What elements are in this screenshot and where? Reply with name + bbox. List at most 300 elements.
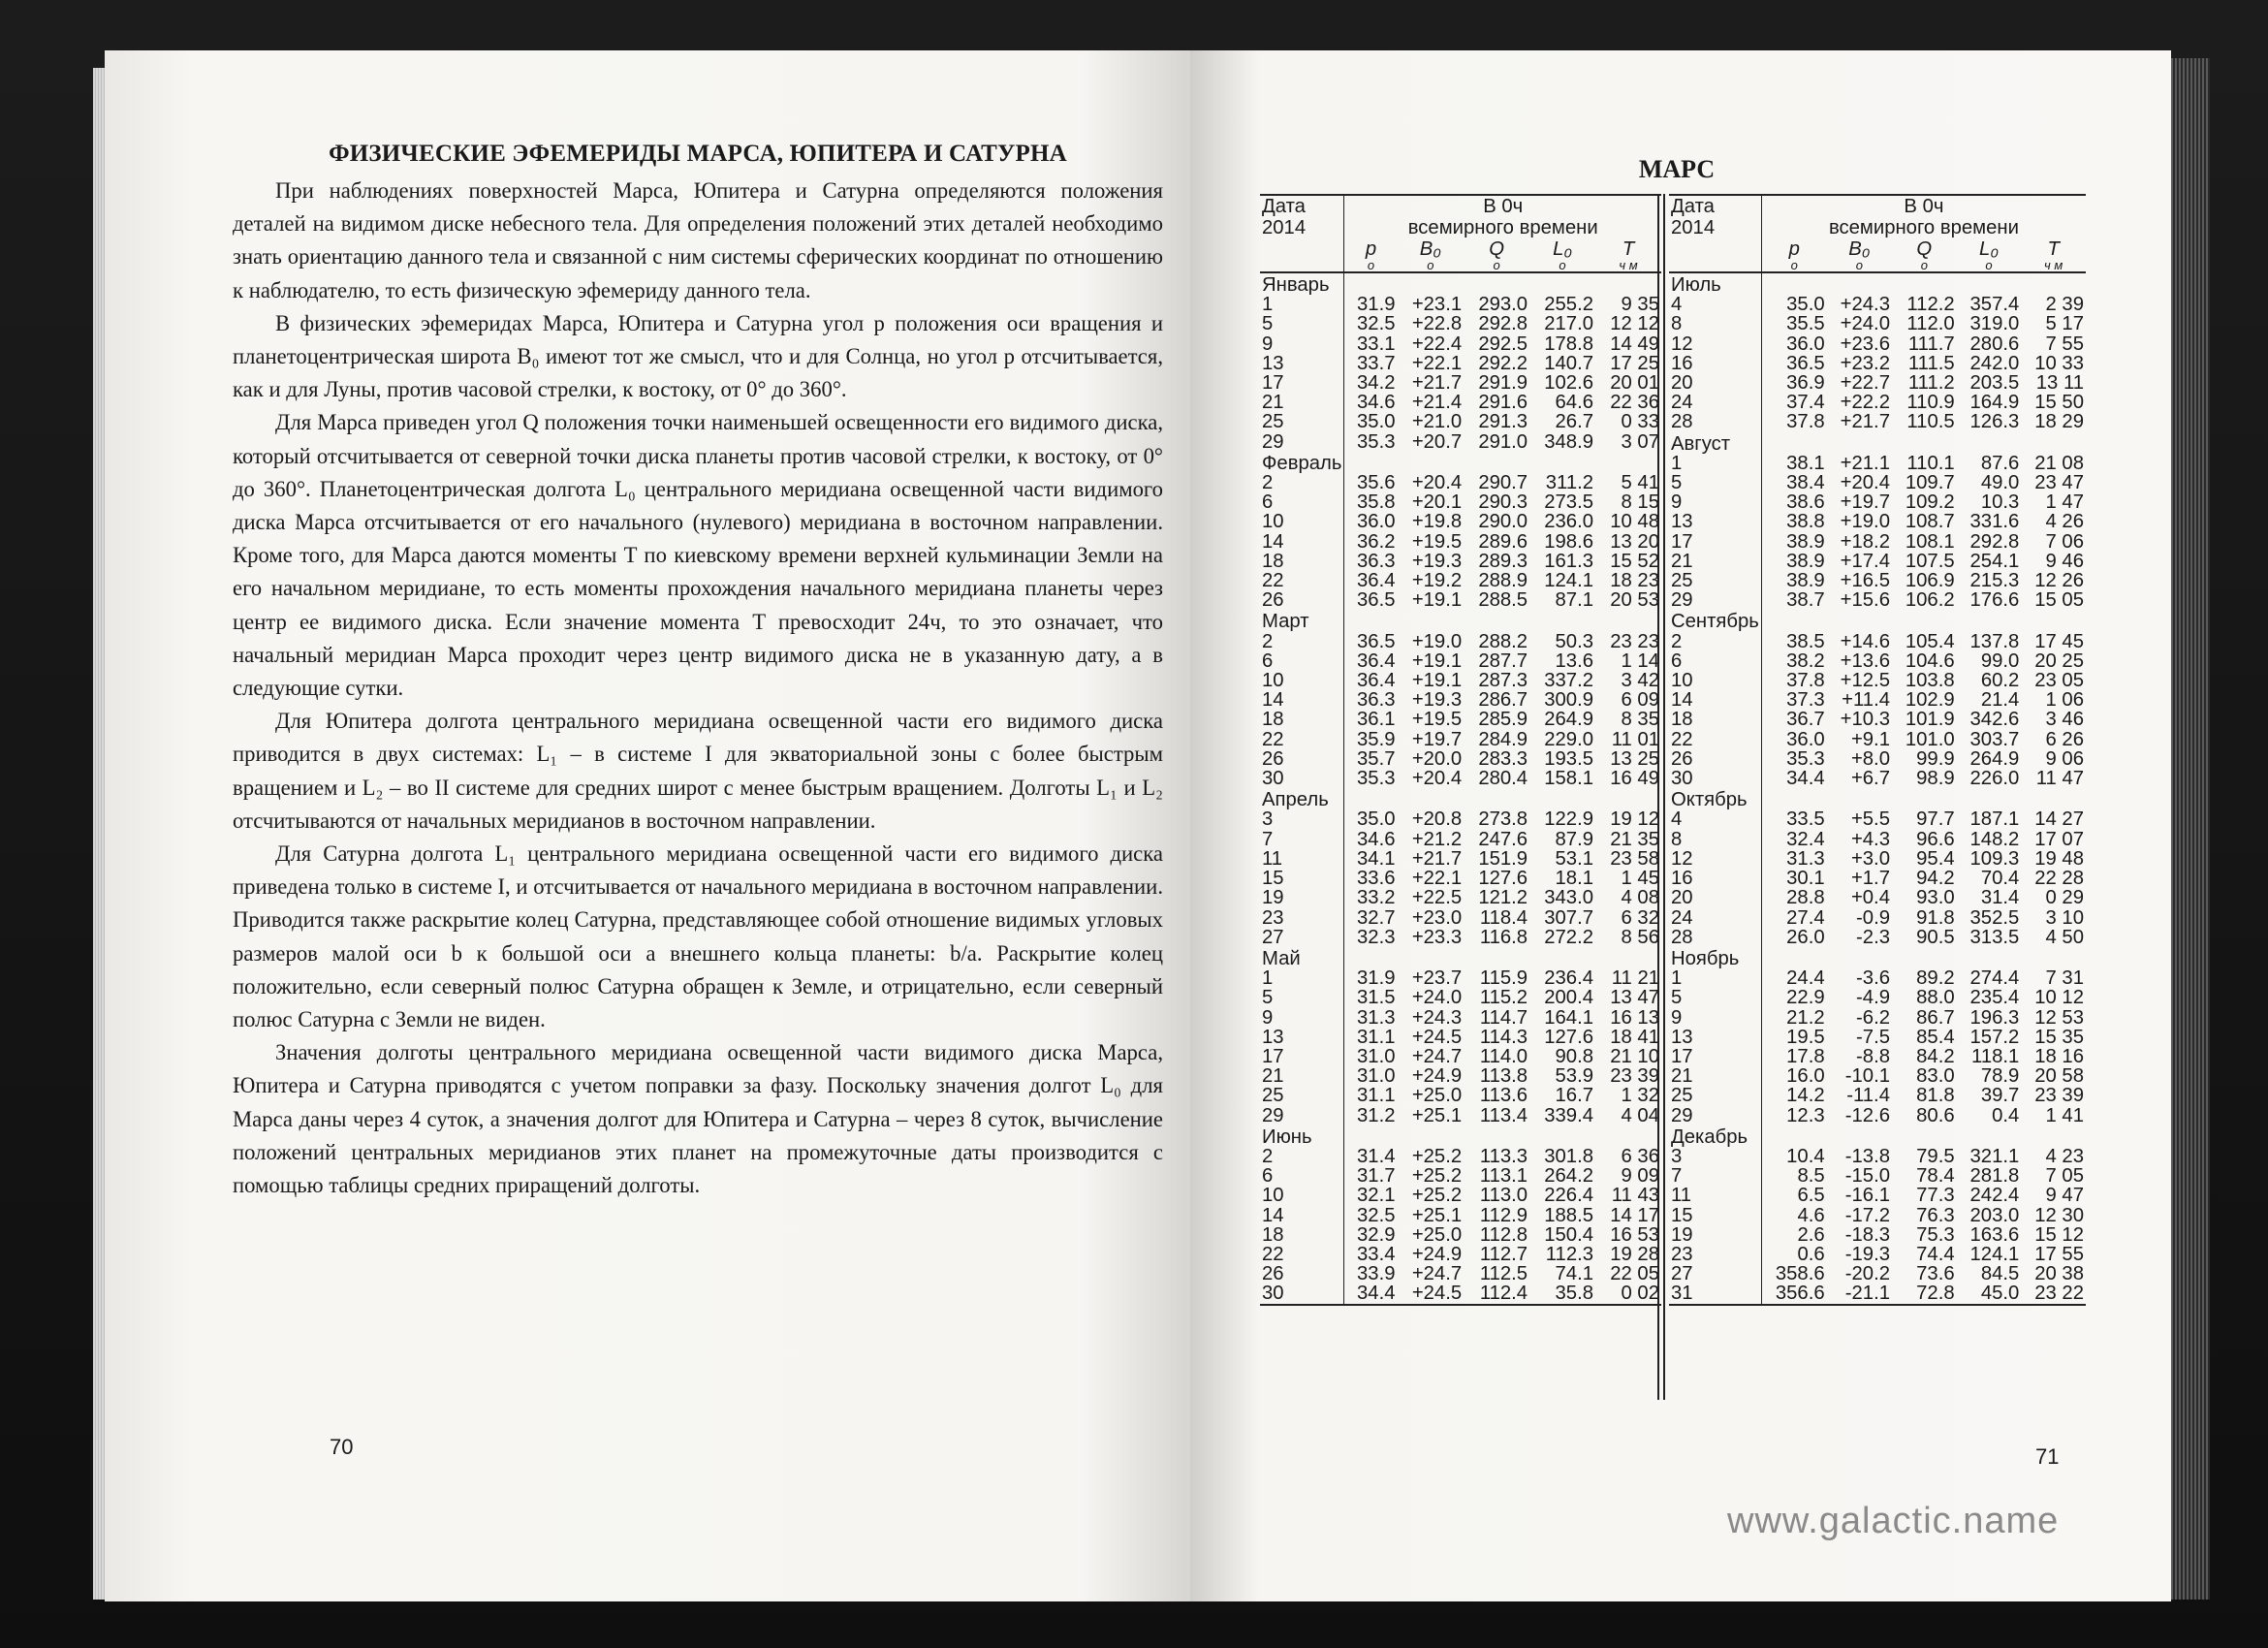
table-row <box>1260 393 1661 412</box>
table-cell: 272.2 <box>1544 926 1594 948</box>
table-cell: 113.6 <box>1479 1085 1528 1107</box>
table-cell: 110.5 <box>1906 411 1955 433</box>
table-cell: 11 21 <box>1611 967 1659 990</box>
table-cell: 96.6 <box>1916 828 1955 850</box>
table-row <box>1669 454 2086 473</box>
table-cell: 14 27 <box>2034 808 2084 831</box>
table-cell: 35.3 <box>1344 432 1398 452</box>
table-cell: 36.7 <box>1761 710 1826 729</box>
table-cell: 20 <box>1671 887 1693 909</box>
table-cell: 4 04 <box>1621 1104 1659 1126</box>
table-cell: 9 <box>1262 1006 1274 1029</box>
table-row <box>1260 869 1661 888</box>
table-cell: 84.5 <box>1980 1263 2020 1285</box>
table-cell: +20.4 <box>1411 768 1463 790</box>
month-label: Октябрь <box>1671 789 1748 811</box>
table-cell: 33.1 <box>1344 334 1398 354</box>
table-cell: 31.7 <box>1344 1166 1398 1186</box>
table-cell: 23 23 <box>1610 630 1659 652</box>
col-l0: L₀ o <box>1529 238 1595 272</box>
table-cell: 105.4 <box>1905 630 1955 652</box>
table-cell: 84.2 <box>1916 1045 1955 1067</box>
table-cell: 6 <box>1262 491 1274 514</box>
table-cell: 9 09 <box>1621 1165 1659 1188</box>
table-cell: 290.3 <box>1478 491 1528 514</box>
table-cell: 198.6 <box>1544 530 1594 553</box>
table-cell: 5 <box>1262 313 1274 335</box>
table-cell: 86.7 <box>1916 1006 1955 1029</box>
table-cell: 11 43 <box>1611 1185 1659 1207</box>
table-cell: 13 20 <box>1610 530 1659 553</box>
table-cell: 1 06 <box>2045 689 2084 712</box>
table-cell: 90.5 <box>1916 926 1955 948</box>
table-row <box>1669 552 2086 571</box>
table-cell: 112.3 <box>1545 1243 1594 1265</box>
table-cell: 176.6 <box>1969 589 2020 612</box>
table-cell: 290.0 <box>1478 511 1528 533</box>
table-cell: 23 39 <box>2034 1085 2084 1107</box>
table-cell: 163.6 <box>1969 1223 2020 1246</box>
table-cell: 127.6 <box>1544 1026 1594 1048</box>
table-cell: 19.5 <box>1761 1028 1826 1047</box>
table-cell: 23 39 <box>1610 1065 1659 1088</box>
table-cell: 1 45 <box>1621 868 1659 890</box>
table-cell: 81.8 <box>1916 1085 1955 1107</box>
table-row <box>1260 690 1661 710</box>
table-cell: 264.2 <box>1544 1165 1594 1188</box>
table-cell: 235.4 <box>1969 987 2020 1009</box>
table-cell: +21.0 <box>1411 411 1463 433</box>
table-cell: 23 58 <box>1610 847 1659 870</box>
table-cell: 36.4 <box>1344 571 1398 590</box>
table-cell: -2.3 <box>1856 926 1890 948</box>
table-cell: 113.4 <box>1479 1104 1528 1126</box>
table-cell: 2 <box>1671 630 1683 652</box>
table-cell: 127.6 <box>1478 868 1528 890</box>
paragraph: Для Марса приведен угол Q положения точки наименьшей освещенности его видимого диска, который отсчитывается от северной точки диска планеты против часовой стрелки, к востоку, от 0° до 360°. Планетоцентрическая долгота L₀ центрального меридиана освещенной части видимого диска Марса отсчитывается от его начального (нулевого) меридиана в восточном направлении. Кроме того, для Марса даются моменты T по киевскому времени верхней кульминации Земли на его начальном меридиане, то есть моменты прохождения начального меридиана планеты через центр ее видимого диска. Если значение момента T превосходит 24ч, то это означает, что начальный меридиан Марса проходит через центр видимого диска не в указанную дату, а в следующие сутки. <box>233 410 1163 701</box>
table-row <box>1669 532 2086 552</box>
table-cell: -3.6 <box>1856 967 1890 990</box>
table-cell: 200.4 <box>1544 987 1594 1009</box>
header-year: 2014 <box>1262 217 1307 238</box>
table-row <box>1260 988 1661 1007</box>
table-cell: 36.5 <box>1761 354 1826 373</box>
table-cell: 19 12 <box>1610 808 1659 831</box>
table-cell: 303.7 <box>1969 728 2020 750</box>
table-cell: 289.6 <box>1478 530 1528 553</box>
table-cell: 34.6 <box>1344 830 1398 849</box>
table-cell: +22.8 <box>1411 313 1463 335</box>
table-cell: +3.0 <box>1850 847 1890 870</box>
table-cell: 98.9 <box>1916 768 1955 790</box>
table-cell: 31.1 <box>1344 1028 1398 1047</box>
table-cell: 114.7 <box>1479 1006 1528 1029</box>
table-cell: 17 25 <box>1610 352 1659 374</box>
table-cell: 22.9 <box>1761 988 1826 1007</box>
page-edges-right <box>2171 58 2210 1600</box>
table-cell: 13 47 <box>1610 987 1659 1009</box>
table-cell: 13 11 <box>2035 372 2084 395</box>
table-cell: 87.1 <box>1555 589 1594 612</box>
table-row <box>1260 354 1661 373</box>
table-cell: 22 36 <box>1610 392 1659 414</box>
table-cell: 7 31 <box>2045 967 2084 990</box>
table-cell: 12 12 <box>1610 313 1659 335</box>
table-row <box>1260 314 1661 333</box>
table-row <box>1669 988 2086 1007</box>
table-cell: 14 <box>1671 689 1693 712</box>
table-row <box>1669 710 2086 729</box>
table-cell: 273.8 <box>1478 808 1528 831</box>
table-cell: 18 <box>1671 709 1693 731</box>
table-cell: 116.8 <box>1479 926 1528 948</box>
header-date: Дата <box>1669 195 1761 217</box>
table-cell: 37.8 <box>1761 412 1826 431</box>
table-cell: 6.5 <box>1761 1186 1826 1205</box>
month-label: Март <box>1262 611 1309 633</box>
table-cell: 23 <box>1262 906 1284 929</box>
table-cell: 255.2 <box>1544 294 1594 316</box>
table-cell: 115.2 <box>1479 987 1528 1009</box>
table-cell: 109.3 <box>1969 847 2020 870</box>
table-cell: 21 <box>1262 1065 1284 1088</box>
table-cell: 14 17 <box>1610 1204 1659 1226</box>
table-cell: 1 41 <box>2045 1104 2084 1126</box>
table-cell: 32.1 <box>1344 1186 1398 1205</box>
col-b0: B₀ o <box>1398 238 1465 272</box>
table-cell: +4.3 <box>1850 828 1890 850</box>
table-row <box>1669 1028 2086 1047</box>
table-cell: 291.6 <box>1478 392 1528 414</box>
table-row <box>1669 908 2086 928</box>
table-cell: 111.7 <box>1907 333 1955 355</box>
table-cell: +21.1 <box>1840 452 1890 474</box>
month-row <box>1260 1125 1661 1147</box>
page-number-right: 71 <box>2035 1444 2060 1469</box>
table-row <box>1260 1284 1661 1304</box>
table-cell: 9 <box>1671 491 1683 514</box>
table-row <box>1669 334 2086 354</box>
table-cell: 36.1 <box>1344 710 1398 729</box>
table-cell: 358.6 <box>1761 1264 1826 1284</box>
table-cell: -10.1 <box>1844 1065 1890 1088</box>
table-cell: +1.7 <box>1850 868 1890 890</box>
table-cell: 13 <box>1262 352 1284 374</box>
table-cell: 112.8 <box>1479 1223 1528 1246</box>
table-row <box>1260 908 1661 928</box>
table-cell: 15 35 <box>2034 1026 2084 1048</box>
table-cell: 35.7 <box>1344 749 1398 769</box>
table-cell: 85.4 <box>1916 1026 1955 1048</box>
table-cell: 90.8 <box>1555 1045 1594 1067</box>
table-cell: +11.4 <box>1842 689 1890 712</box>
table-cell: 4 <box>1671 808 1683 831</box>
table-row <box>1669 1186 2086 1205</box>
table-cell: 164.9 <box>1969 392 2020 414</box>
table-cell: +19.0 <box>1840 511 1890 533</box>
table-cell: 35.3 <box>1761 749 1826 769</box>
table-cell: +25.2 <box>1411 1145 1463 1167</box>
table-cell: 352.5 <box>1969 906 2020 929</box>
month-row <box>1260 272 1661 295</box>
table-cell: +19.0 <box>1411 630 1463 652</box>
table-row <box>1669 1284 2086 1304</box>
table-cell: 18 41 <box>1610 1026 1659 1048</box>
table-row <box>1260 473 1661 492</box>
table-cell: 236.4 <box>1544 967 1594 990</box>
col-t: T ч м <box>1595 238 1661 272</box>
table-row <box>1669 1166 2086 1186</box>
table-cell: 38.6 <box>1761 492 1826 512</box>
table-cell: 15 52 <box>1610 550 1659 572</box>
table-cell: +19.5 <box>1411 530 1463 553</box>
table-cell: 35.9 <box>1344 730 1398 749</box>
table-body-right <box>1669 272 2086 1305</box>
table-cell: 11 01 <box>1611 728 1659 750</box>
table-cell: +24.9 <box>1411 1065 1463 1088</box>
table-cell: 30 <box>1262 768 1284 790</box>
table-cell: 31.9 <box>1344 968 1398 988</box>
table-cell: 8 56 <box>1621 926 1659 948</box>
table-cell: 17.8 <box>1761 1047 1826 1066</box>
table-cell: 72.8 <box>1892 1284 1957 1304</box>
table-cell: +10.3 <box>1840 709 1890 731</box>
table-cell: 17 07 <box>2034 828 2084 850</box>
table-cell: 102.9 <box>1905 689 1955 712</box>
table-cell: +19.3 <box>1411 550 1463 572</box>
table-cell: 20 25 <box>2034 650 2084 672</box>
month-label: Декабрь <box>1671 1125 1748 1148</box>
table-cell: 14 <box>1262 530 1284 553</box>
table-cell: 2 <box>1262 472 1274 494</box>
table-cell: +16.5 <box>1840 570 1890 592</box>
table-cell: 1 <box>1671 452 1683 474</box>
table-cell: 36.2 <box>1344 532 1398 552</box>
table-cell: 27.4 <box>1761 908 1826 928</box>
table-cell: 45.0 <box>1957 1284 2022 1304</box>
table-row <box>1669 354 2086 373</box>
table-cell: 38.4 <box>1761 473 1826 492</box>
table-cell: 109.2 <box>1905 491 1955 514</box>
header-time-title: В 0ч <box>1761 195 2086 217</box>
table-cell: 3 <box>1262 808 1274 831</box>
table-cell: 10 12 <box>2034 987 2084 1009</box>
table-row <box>1669 888 2086 907</box>
table-cell: 36.9 <box>1761 373 1826 393</box>
table-cell: 112.5 <box>1479 1263 1528 1285</box>
table-cell: -20.2 <box>1844 1263 1890 1285</box>
table-cell: 6 09 <box>1621 689 1659 712</box>
table-cell: 35.0 <box>1761 295 1826 314</box>
table-cell: 34.4 <box>1761 769 1826 788</box>
col-p: p o <box>1344 238 1398 272</box>
table-row <box>1669 928 2086 947</box>
table-cell: 0 33 <box>1621 411 1659 433</box>
table-cell: 113.0 <box>1479 1185 1528 1207</box>
table-row <box>1260 671 1661 690</box>
table-cell: 21.4 <box>1980 689 2020 712</box>
table-cell: 6 32 <box>1621 906 1659 929</box>
table-row <box>1260 1166 1661 1186</box>
table-row <box>1669 1264 2086 1284</box>
header-time-title: В 0ч <box>1344 195 1661 217</box>
table-cell: 19 48 <box>2034 847 2084 870</box>
table-row <box>1260 749 1661 769</box>
table-cell: 348.9 <box>1544 430 1594 453</box>
table-cell: 356.6 <box>1761 1284 1826 1304</box>
table-cell: 247.6 <box>1478 828 1528 850</box>
month-row <box>1669 1125 2086 1147</box>
table-row <box>1260 1245 1661 1264</box>
table-cell: 13 <box>1671 511 1693 533</box>
table-cell: 26 <box>1262 747 1284 770</box>
table-cell: 101.9 <box>1905 709 1955 731</box>
table-cell: 10 <box>1262 670 1284 692</box>
table-cell: 124.1 <box>1969 1243 2020 1265</box>
table-cell: 242.4 <box>1969 1185 2020 1207</box>
table-cell: 289.3 <box>1478 550 1528 572</box>
table-cell: 36.0 <box>1761 334 1826 354</box>
table-cell: +19.1 <box>1411 650 1463 672</box>
table-cell: -8.8 <box>1856 1045 1890 1067</box>
table-cell: 36.5 <box>1344 632 1398 651</box>
table-cell: +21.7 <box>1840 411 1890 433</box>
table-cell: 50.3 <box>1555 630 1594 652</box>
table-cell: 113.3 <box>1479 1145 1528 1167</box>
table-cell: 6 <box>1262 650 1274 672</box>
table-cell: 4 08 <box>1621 887 1659 909</box>
table-cell: +24.3 <box>1411 1006 1463 1029</box>
table-cell: 18 <box>1262 550 1284 572</box>
table-row <box>1260 295 1661 314</box>
table-cell: +23.2 <box>1840 352 1890 374</box>
table-cell: 7 06 <box>2045 530 2084 553</box>
body-text <box>233 174 1163 1202</box>
table-cell: 10.4 <box>1761 1147 1826 1166</box>
month-row <box>1260 788 1661 809</box>
table-cell: 31.4 <box>1344 1147 1398 1166</box>
month-label: Май <box>1262 947 1301 969</box>
table-cell: 35.3 <box>1344 769 1398 788</box>
table-cell: 109.7 <box>1905 472 1955 494</box>
table-cell: 38.2 <box>1761 651 1826 671</box>
month-row <box>1669 610 2086 631</box>
table-cell: 14.2 <box>1761 1086 1826 1105</box>
table-cell: 30 <box>1671 768 1693 790</box>
table-row <box>1669 671 2086 690</box>
table-row <box>1260 512 1661 531</box>
table-row <box>1669 590 2086 610</box>
table-row <box>1260 532 1661 552</box>
table-row <box>1260 928 1661 947</box>
table-row <box>1669 393 2086 412</box>
table-cell: 292.5 <box>1478 333 1528 355</box>
table-cell: 26.7 <box>1555 411 1594 433</box>
table-row <box>1260 730 1661 749</box>
table-cell: 32.3 <box>1344 928 1398 947</box>
month-label: Август <box>1671 432 1731 455</box>
table-cell: 20 53 <box>1610 589 1659 612</box>
table-cell: 215.3 <box>1969 570 2020 592</box>
table-cell: 288.2 <box>1478 630 1528 652</box>
table-cell: 114.0 <box>1479 1045 1528 1067</box>
table-cell: 6 26 <box>2045 728 2084 750</box>
table-cell: 108.7 <box>1905 511 1955 533</box>
table-cell: 26 <box>1262 589 1284 612</box>
table-row <box>1260 1147 1661 1166</box>
table-cell: 33.7 <box>1344 354 1398 373</box>
table-cell: 1 47 <box>2045 491 2084 514</box>
table-row <box>1260 1225 1661 1245</box>
table-cell: 36.3 <box>1344 552 1398 571</box>
table-cell: +21.2 <box>1411 828 1463 850</box>
table-cell: 23 <box>1671 1243 1693 1265</box>
table-cell: 11 <box>1262 847 1283 870</box>
table-cell: 17 <box>1262 1045 1284 1067</box>
table-cell: 29 <box>1671 1104 1693 1126</box>
table-cell: 285.9 <box>1478 709 1528 731</box>
table-cell: 64.6 <box>1555 392 1594 414</box>
month-label: Июль <box>1671 274 1721 296</box>
table-cell: 23 47 <box>2034 472 2084 494</box>
col-l0: L₀ o <box>1957 238 2022 272</box>
table-cell: 292.2 <box>1478 352 1528 374</box>
table-cell: 150.4 <box>1544 1223 1594 1246</box>
table-row <box>1669 314 2086 333</box>
table-cell: 113.1 <box>1479 1165 1528 1188</box>
table-cell: 126.3 <box>1969 411 2020 433</box>
table-cell: 9 <box>1671 1006 1683 1029</box>
table-cell: 19 <box>1671 1223 1693 1246</box>
table-cell: 22 05 <box>1610 1263 1659 1285</box>
table-cell: 23 05 <box>2034 670 2084 692</box>
table-row <box>1669 632 2086 651</box>
table-title: МАРС <box>1638 155 1716 183</box>
table-cell: 1 14 <box>1621 650 1659 672</box>
table-cell: 14 49 <box>1610 333 1659 355</box>
table-cell: 80.6 <box>1916 1104 1955 1126</box>
table-cell: 21 35 <box>1610 828 1659 850</box>
table-cell: 103.8 <box>1905 670 1955 692</box>
table-cell: 8 15 <box>1621 491 1659 514</box>
table-cell: +25.2 <box>1411 1185 1463 1207</box>
table-cell: +17.4 <box>1840 550 1890 572</box>
table-row <box>1260 1047 1661 1066</box>
table-body-left <box>1260 272 1661 1305</box>
paragraph: Для Юпитера долгота центрального меридиана освещенной части его видимого диска приводится в двух системах: L₁ – в системе I для экваториальной зоны с более быстрым вращением и L₂ – во II системе для средних широт с менее быстрым вращением. Долготы L₁ и L₂ отсчитываются от начальных меридианов в восточном направлении. <box>233 709 1163 833</box>
table-cell: 15 50 <box>2034 392 2084 414</box>
table-row <box>1260 1086 1661 1105</box>
table-cell: 9 06 <box>2045 747 2084 770</box>
table-cell: 38.1 <box>1761 454 1826 473</box>
table-cell: 12 30 <box>2034 1204 2084 1226</box>
table-cell: 110.9 <box>1906 392 1955 414</box>
table-cell: 21 <box>1262 392 1284 414</box>
table-cell: +22.4 <box>1411 333 1463 355</box>
table-cell: 343.0 <box>1544 887 1594 909</box>
table-row <box>1669 473 2086 492</box>
table-cell: 36.0 <box>1344 512 1398 531</box>
table-cell: 31.1 <box>1344 1086 1398 1105</box>
table-cell: 17 55 <box>2034 1243 2084 1265</box>
table-cell: 2.6 <box>1761 1225 1826 1245</box>
table-cell: 2 <box>1262 1145 1274 1167</box>
table-cell: 9 35 <box>1621 294 1659 316</box>
table-cell: +19.1 <box>1411 589 1463 612</box>
table-cell: 18 16 <box>2034 1045 2084 1067</box>
table-cell: 32.4 <box>1761 830 1826 849</box>
col-b0: B₀ o <box>1827 238 1892 272</box>
